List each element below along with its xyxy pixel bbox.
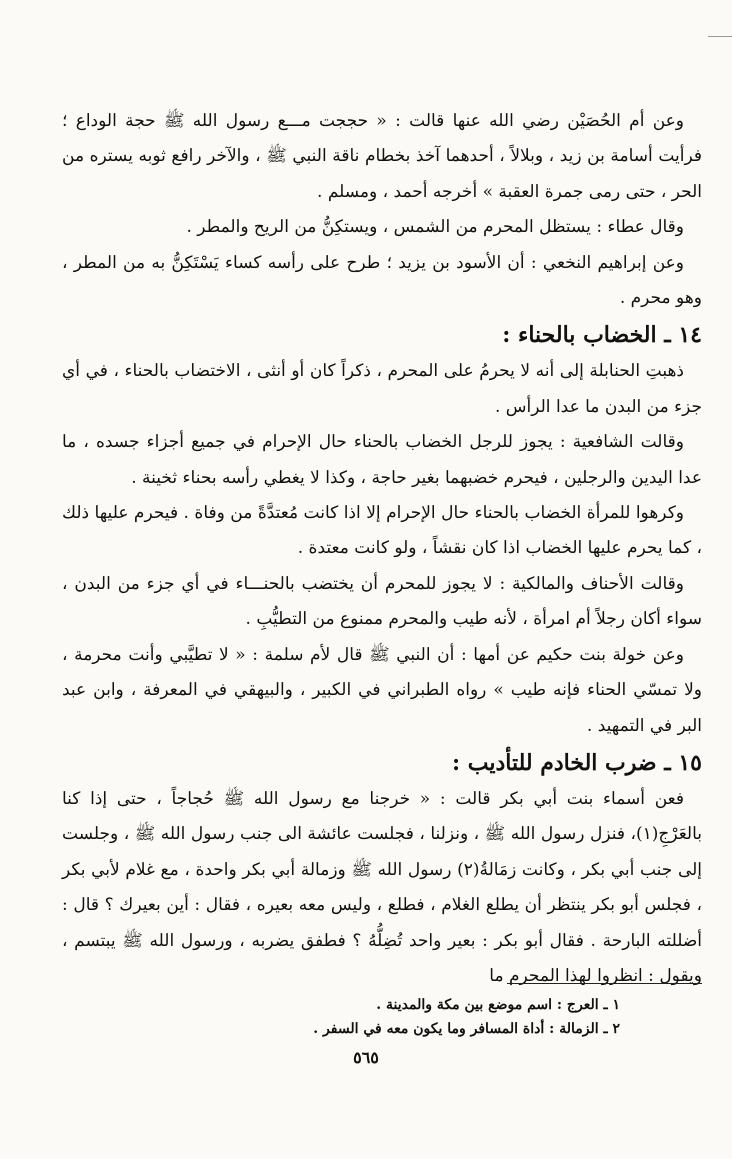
page-number: ٥٦٥ [353,1048,379,1067]
footnote-1: ١ ـ العرج : اسم موضع بين مكة والمدينة . [376,997,620,1013]
paragraph-umm-husayn: وعن أم الحُصَيْن رضي الله عنها قالت : « حججت مـــع رسول الله ﷺ حجة الوداع ؛ فرأيت أسامة بن زيد ، وبلالاً ، أحدهما آخذ بخطام ناقة النبي ﷺ ، والآخر رافع ثوبه يستره من الحر ، حتى رمى جمرة العقبة » أخرجه أحمد ، ومسلم . [62,111,702,202]
footnote-divider [507,983,702,984]
footnotes [62,983,702,1041]
paragraph-women-henna: وكرهوا للمرأة الخضاب بالحناء حال الإحرام إلا اذا كانت مُعتدَّةً من وفاة . فيحرم عليها ذلك ، كما يحرم عليها الخضاب اذا كان نقشاً ، ولو كانت معتدة . [62,503,702,559]
paragraph-shafiiyya: وقالت الشافعية : يجوز للرجل الخضاب بالحناء حال الإحرام في جميع أجزاء جسده ، ما عدا اليدين والرجلين ، فيحرم خضبهما بغير حاجة ، وكذا لا يغطي رأسه بحناء ثخينة . [62,432,702,488]
paragraph-nakhai: وعن إبراهيم النخعي : أن الأسود بن يزيد ؛ طرح على رأسه كساء يَسْتَكِنُّ به من المطر ، وهو محرم . [62,252,702,309]
paragraph-khawla: وعن خولة بنت حكيم عن أمها : أن النبي ﷺ قال لأم سلمة : « لا تطيَّبي وأنت محرمة ، ولا تمسّي الحناء فإنه طيب » رواه الطبراني في الكبير ، والبيهقي في المعرفة ، وابن عبد البر في التمهيد . [62,644,702,736]
section-heading-14: ١٤ ـ الخضاب بالحناء : [502,322,702,349]
scan-edge-mark [708,36,732,37]
main-text [62,104,702,994]
section-heading-15: ١٥ ـ ضرب الخادم للتأديب : [451,749,702,776]
paragraph-asma: فعن أسماء بنت أبي بكر قالت : « خرجنا مع رسول الله ﷺ حُجاجاً ، حتى إذا كنا بالعَرْجِ(١)، فنزل رسول الله ﷺ ، ونزلنا ، فجلست عائشة الى جنب رسول الله ﷺ ، وجلست إلى جنب أبي بكر ، وكانت زمَالةُ(٢) رسول الله ﷺ وزمالة أبي بكر واحدة ، مع غلام لأبي بكر ، فجلس أبو بكر ينتظر أن يطلع الغلام ، فطلع ، وليس معه بعيره ، فقال : أين بعيرك ؟ قال : أضللته البارحة . فقال أبو بكر : بعير واحد تُضِلُّهُ ؟ فطفق يضربه ، ورسول الله ﷺ يبتسم ، ويقول : انظروا لهذا المحرم ما [62,788,703,986]
paragraph-hanabila: ذهبتِ الحنابلة إلى أنه لا يحرمُ على المحرم ، ذكراً كان أو أنثى ، الاختضاب بالحناء ، في أي جزء من البدن ما عدا الرأس . [62,361,702,417]
footnote-2: ٢ ـ الزمالة : أداة المسافر وما يكون معه في السفر . [313,1021,620,1037]
paragraph-ahnaf-malikiyya: وقالت الأحناف والمالكية : لا يجوز للمحرم أن يختضب بالحنـــاء في أي جزء من البدن ، سواء أكان رجلاً أم امرأة ، لأنه طيب والمحرم ممنوع من التطيُّبِ . [62,573,702,630]
paragraph-ata: وقال عطاء : يستظل المحرم من الشمس ، ويستكِنُّ من الريح والمطر . [186,217,684,238]
